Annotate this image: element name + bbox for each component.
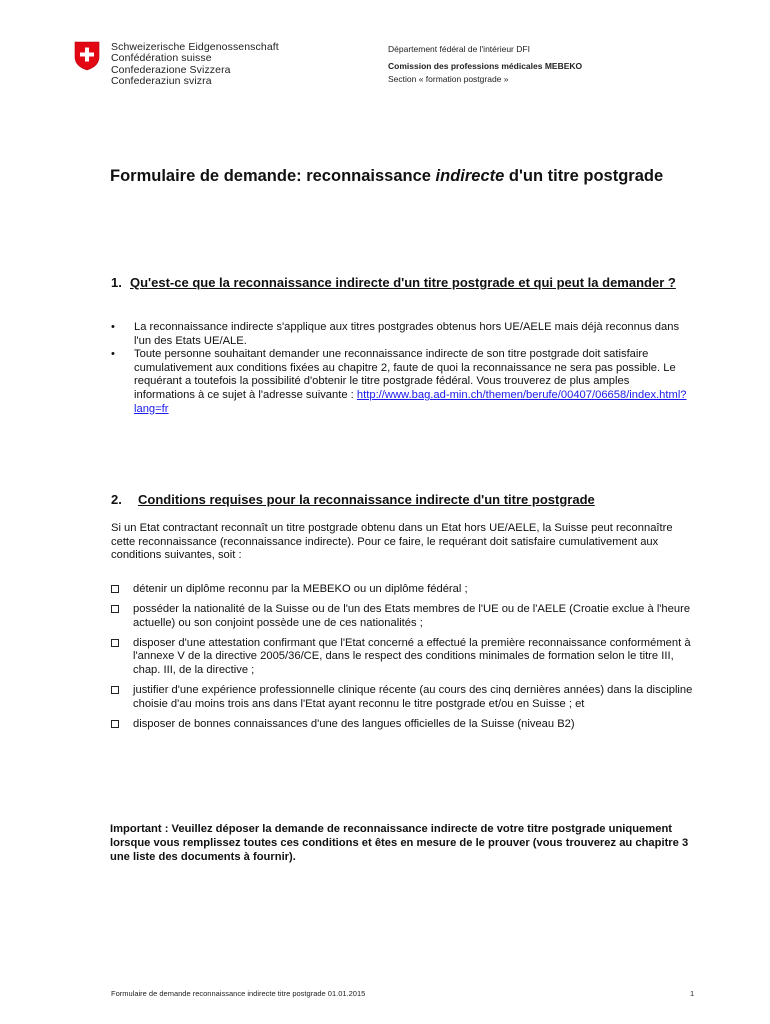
department-name: Département fédéral de l'intérieur DFI [388,44,530,54]
swiss-coat-of-arms-icon [74,41,100,71]
bullet-text: Toute personne souhaitant demander une reconnaissance indirecte de son titre postgrade doit satisfaire cumulativement aux conditions fixées au chapitre 2, faute de quoi la reconnaissance ne sera pas possible. Le requérant a toutefois la possibilité d'obtenir le titre postgrade fédéral. Vous trouverez de plus amples informations à ce sujet à l'adresse suivante : [134,348,676,401]
section2-heading-text: Conditions requises pour la reconnaissance indirecte d'un titre postgrade [138,492,595,507]
bullet-marker: • [111,321,115,333]
section1-heading [111,274,701,291]
important-note: Important : Veuillez déposer la demande de reconnaissance indirecte de votre titre postgrade uniquement lorsque vous remplissez toutes ces conditions et êtes en mesure de le prouver (vous trouverez au chapitre 3 une liste des documents à fournir). [110,823,689,863]
confederation-wordmark [111,42,279,87]
list-item [111,348,691,416]
condition-text: détenir un diplôme reconnu par la MEBEKO ou un diplôme fédéral ; [133,583,468,595]
section2-number: 2. [111,492,122,507]
section1-number: 1. [111,275,122,290]
list-item [111,637,696,678]
page-number: 1 [690,989,695,998]
confederation-line-de: Schweizerische Eidgenossenschaft [111,41,279,53]
title-part2: d'un titre postgrade [504,167,664,185]
bag-info-link[interactable]: http://www.bag.ad-min.ch/themen/berufe/00407/06658/index.html?lang=fr [134,388,687,415]
bullet-text: La reconnaissance indirecte s'applique aux titres postgrades obtenus hors UE/AELE mais déjà reconnus dans l'un des Etats UE/ALE. [134,321,680,347]
list-item [111,718,696,732]
list-item [111,603,696,630]
section-name: Section « formation postgrade » [388,74,509,84]
confederation-line-rm: Confederaziun svizra [111,74,212,87]
section1-heading-text: Qu'est-ce que la reconnaissance indirecte d'un titre postgrade et qui peut la demander ? [130,275,676,290]
checkbox-icon [111,605,119,613]
checkbox-icon [111,720,119,728]
list-item [111,583,696,597]
confederation-line-it: Confederazione Svizzera [111,63,231,76]
conditions-checklist [111,583,696,738]
confederation-line-fr: Confédération suisse [111,52,212,65]
footer-text: Formulaire de demande reconnaissance indirecte titre postgrade 01.01.2015 [111,989,366,998]
checkbox-icon [111,639,119,647]
condition-text: justifier d'une expérience professionnelle clinique récente (au cours des cinq dernières années) dans la discipline choisie d'au moins trois ans dans l'Etat ayant reconnu le titre postgrade et/ou en Suisse ; et [133,684,693,710]
condition-text: disposer de bonnes connaissances d'une des langues officielles de la Suisse (niveau B2) [133,717,575,730]
department-block [388,44,582,84]
list-item [111,684,696,711]
checkbox-icon [111,585,119,593]
title-part1: Formulaire de demande: reconnaissance [110,167,436,185]
section2-heading [111,491,711,508]
condition-text: posséder la nationalité de la Suisse ou de l'un des Etats membres de l'UE ou de l'AELE (Croatie exclue à l'heure actuelle) ou son conjoint possède une de ces nationalités ; [133,603,691,629]
section1-bullet-list [111,321,691,416]
checkbox-icon [111,686,119,694]
title-italic: indirecte [435,167,505,185]
commission-name: Comission des professions médicales MEBEKO [388,61,583,71]
section2-intro: Si un Etat contractant reconnaît un titre postgrade obtenu dans un Etat hors UE/AELE, la Suisse peut reconnaître cette reconnaissance (reconnaissance indirecte). Pour ce faire, le requérant doit satisfaire cumulativement aux conditions suivantes, soit : [111,522,673,562]
page-title [110,165,670,187]
bullet-marker: • [111,348,115,361]
condition-text: disposer d'une attestation confirmant que l'Etat concerné a effectué la première reconnaissance conformément à l'annexe V de la directive 2005/36/CE, dans le respect des conditions minimales de formation selon le titre III, chap. III, de la directive ; [133,636,691,676]
list-item [111,321,691,348]
